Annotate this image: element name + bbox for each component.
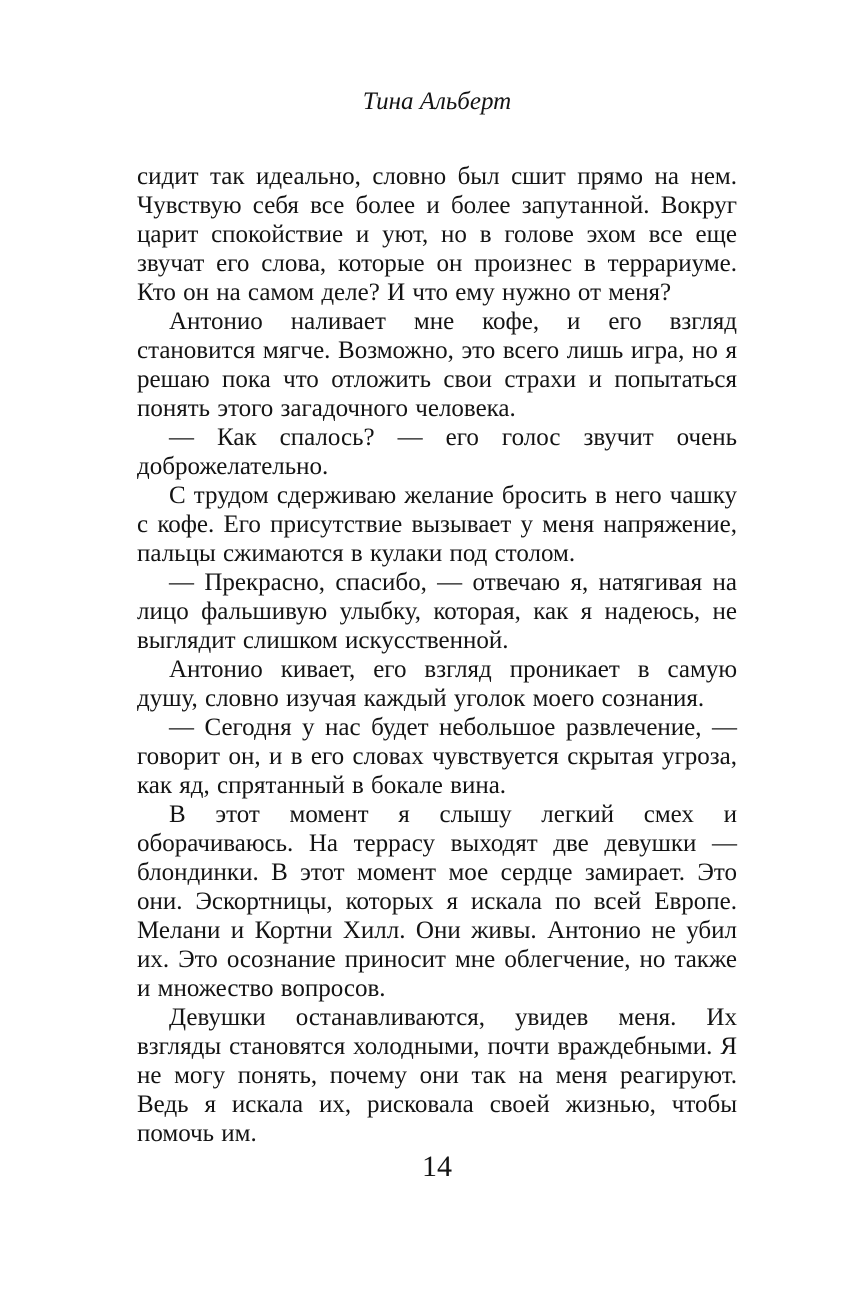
paragraph-dialogue: — Прекрасно, спасибо, — отвечаю я, натягивая на лицо фальшивую улыбку, которая, как я надеюсь, не выглядит слишком искусственной. (137, 569, 737, 654)
paragraph: В этот момент я слышу легкий смех и оборачиваюсь. На террасу выходят две девушки — блондинки. В этот момент мое сердце замирает. Это они. Эскортницы, которых я искала по всей Европе. Мелани и Кортни Хилл. Они живы. Антонио не убил их. Это осознание приносит мне облегчение, но также и множество вопросов. (137, 801, 737, 1002)
page-number-value: 14 (422, 1150, 452, 1183)
page-text (137, 162, 737, 1148)
paragraph-dialogue: — Сегодня у нас будет небольшое развлечение, — говорит он, и в его словах чувствуется скрытая угроза, как яд, спрятанный в бокале вина. (137, 714, 737, 799)
paragraph: С трудом сдерживаю желание бросить в него чашку с кофе. Его присутствие вызывает у меня напряжение, пальцы сжимаются в кулаки под столом. (137, 482, 737, 567)
paragraph: сидит так идеально, словно был сшит прямо на нем. Чувствую себя все более и более запутанной. Вокруг царит спокойствие и уют, но в голове эхом все еще звучат его слова, которые он произнес в террариуме. Кто он на самом деле? И что ему нужно от меня? (137, 163, 737, 306)
paragraph: Девушки останавливаются, увидев меня. Их взгляды становятся холодными, почти враждебными. Я не могу понять, почему они так на меня реагируют. Ведь я искала их, рисковала своей жизнью, чтобы помочь им. (137, 1004, 737, 1147)
page-number (137, 1150, 737, 1184)
paragraph: Антонио наливает мне кофе, и его взгляд становится мягче. Возможно, это всего лишь игра, но я решаю пока что отложить свои страхи и попытаться понять этого загадочного человека. (137, 308, 737, 422)
paragraph-dialogue: — Как спалось? — его голос звучит очень доброжелательно. (137, 424, 737, 480)
paragraph: Антонио кивает, его взгляд проникает в самую душу, словно изучая каждый уголок моего сознания. (137, 656, 737, 712)
running-header (137, 87, 737, 117)
author-name: Тина Альберт (362, 88, 512, 115)
